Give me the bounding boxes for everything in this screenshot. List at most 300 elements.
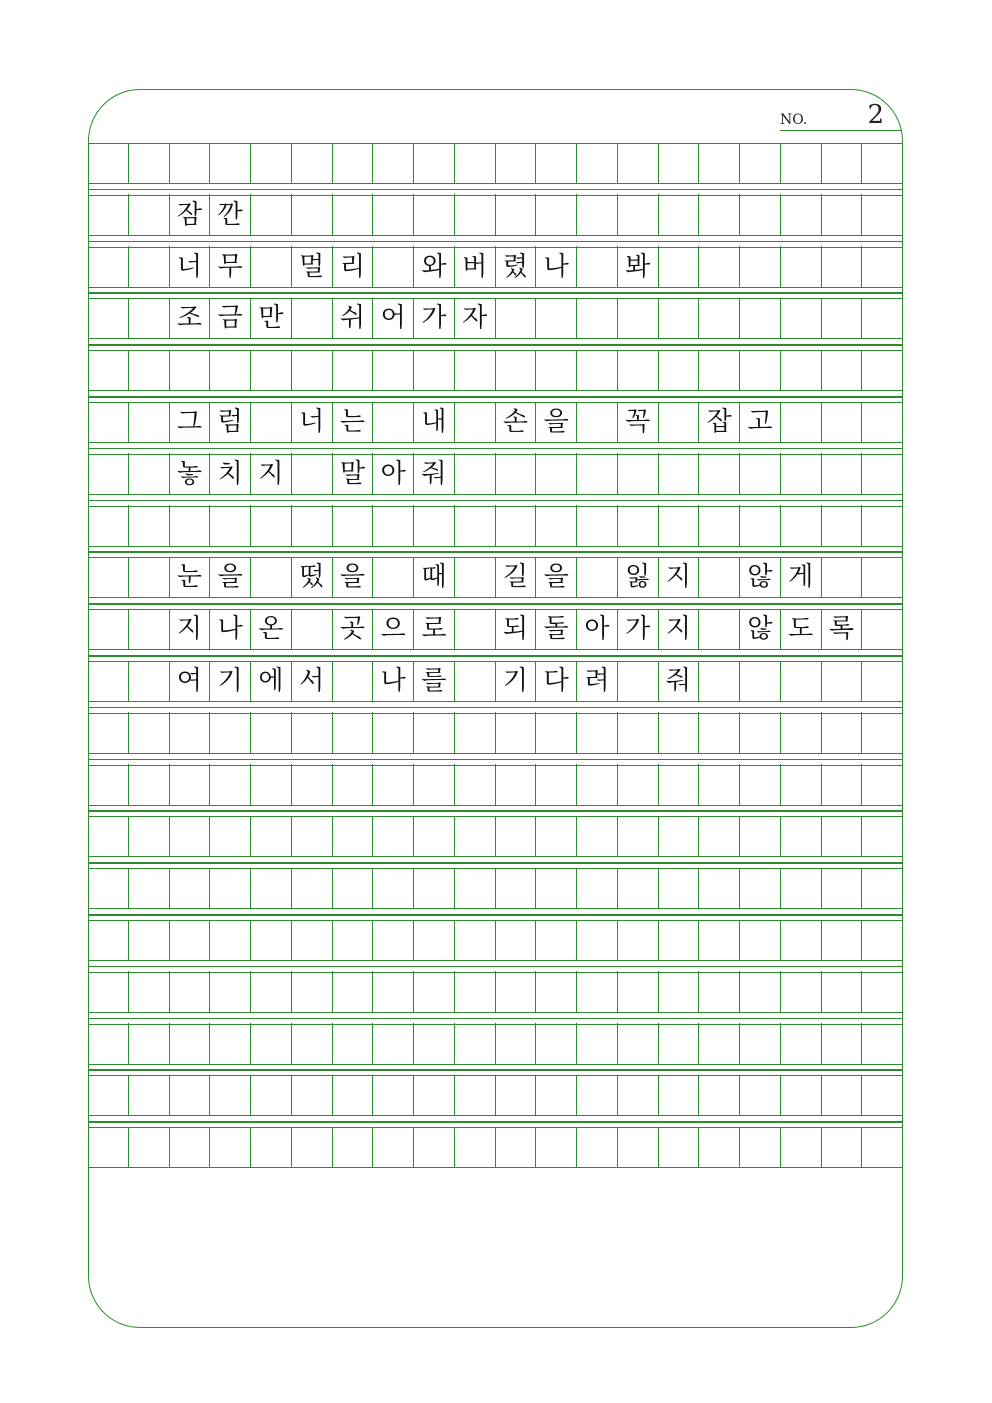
manuscript-cell — [88, 453, 129, 494]
manuscript-cell — [740, 920, 781, 961]
manuscript-cell — [659, 402, 700, 443]
manuscript-cell — [862, 298, 903, 339]
manuscript-cell — [129, 557, 170, 598]
manuscript-cell — [740, 453, 781, 494]
manuscript-cell — [333, 1023, 374, 1064]
manuscript-cell — [455, 505, 496, 546]
manuscript-cell — [781, 453, 822, 494]
manuscript-cell — [373, 764, 414, 805]
manuscript-cell — [659, 816, 700, 857]
manuscript-cell — [618, 143, 659, 184]
manuscript-cell — [699, 1127, 740, 1168]
manuscript-cell: 않 — [740, 609, 781, 650]
manuscript-cell: 기 — [210, 661, 251, 702]
manuscript-cell — [699, 246, 740, 287]
manuscript-cell — [251, 505, 292, 546]
manuscript-cell — [373, 1127, 414, 1168]
manuscript-cell: 그 — [170, 402, 211, 443]
manuscript-cell — [129, 246, 170, 287]
manuscript-cell — [496, 1023, 537, 1064]
manuscript-cell — [170, 350, 211, 391]
manuscript-cell — [618, 1023, 659, 1064]
manuscript-cell — [455, 920, 496, 961]
manuscript-cell — [251, 816, 292, 857]
manuscript-cell — [251, 557, 292, 598]
manuscript-cell — [88, 1127, 129, 1168]
manuscript-cell — [822, 246, 863, 287]
manuscript-cell — [251, 246, 292, 287]
manuscript-cell — [699, 920, 740, 961]
manuscript-cell — [699, 868, 740, 909]
manuscript-cell — [496, 764, 537, 805]
manuscript-cell — [496, 712, 537, 753]
manuscript-row — [88, 1024, 903, 1065]
manuscript-cell — [129, 1023, 170, 1064]
manuscript-cell: 는 — [333, 402, 374, 443]
row-gap-line — [88, 448, 903, 450]
manuscript-cell — [618, 453, 659, 494]
manuscript-cell — [536, 143, 577, 184]
manuscript-cell — [251, 194, 292, 235]
row-gap-line — [88, 655, 903, 657]
manuscript-cell — [781, 246, 822, 287]
manuscript-cell — [618, 505, 659, 546]
manuscript-cell — [496, 816, 537, 857]
manuscript-cell — [129, 298, 170, 339]
manuscript-cell: 나 — [536, 246, 577, 287]
manuscript-cell — [659, 1023, 700, 1064]
manuscript-cell — [455, 402, 496, 443]
manuscript-cell — [862, 816, 903, 857]
manuscript-cell: 꼭 — [618, 402, 659, 443]
manuscript-cell — [822, 453, 863, 494]
manuscript-cell — [822, 712, 863, 753]
manuscript-cell: 말 — [333, 453, 374, 494]
manuscript-cell: 잠 — [170, 194, 211, 235]
manuscript-cell — [862, 971, 903, 1012]
manuscript-cell — [781, 1127, 822, 1168]
row-gap-line — [88, 500, 903, 502]
manuscript-cell — [862, 557, 903, 598]
manuscript-row — [88, 454, 903, 495]
manuscript-cell — [536, 1075, 577, 1116]
manuscript-cell — [822, 920, 863, 961]
manuscript-cell — [740, 246, 781, 287]
manuscript-cell — [170, 764, 211, 805]
manuscript-cell — [455, 1127, 496, 1168]
page-number-value: 2 — [867, 100, 884, 130]
manuscript-cell — [88, 868, 129, 909]
manuscript-cell — [333, 350, 374, 391]
manuscript-cell: 무 — [210, 246, 251, 287]
manuscript-cell: 기 — [496, 661, 537, 702]
manuscript-cell — [496, 350, 537, 391]
manuscript-cell — [781, 920, 822, 961]
manuscript-cell — [292, 1075, 333, 1116]
manuscript-cell: 아 — [577, 609, 618, 650]
manuscript-cell — [536, 712, 577, 753]
manuscript-cell — [129, 453, 170, 494]
manuscript-cell: 로 — [414, 609, 455, 650]
manuscript-cell — [822, 402, 863, 443]
manuscript-cell — [170, 1023, 211, 1064]
manuscript-cell: 을 — [536, 402, 577, 443]
manuscript-cell — [740, 661, 781, 702]
manuscript-cell — [740, 194, 781, 235]
manuscript-cell: 곳 — [333, 609, 374, 650]
manuscript-row — [88, 1127, 903, 1168]
manuscript-cell — [536, 453, 577, 494]
manuscript-cell: 만 — [251, 298, 292, 339]
manuscript-cell: 멀 — [292, 246, 333, 287]
manuscript-cell — [455, 816, 496, 857]
manuscript-cell — [455, 350, 496, 391]
manuscript-cell — [740, 143, 781, 184]
manuscript-cell — [862, 764, 903, 805]
manuscript-cell: 금 — [210, 298, 251, 339]
manuscript-cell: 와 — [414, 246, 455, 287]
manuscript-cell — [618, 1127, 659, 1168]
manuscript-cell — [129, 712, 170, 753]
manuscript-cell — [88, 194, 129, 235]
manuscript-cell — [170, 505, 211, 546]
manuscript-cell — [170, 712, 211, 753]
manuscript-row — [88, 506, 903, 547]
manuscript-cell — [210, 1075, 251, 1116]
manuscript-cell: 내 — [414, 402, 455, 443]
manuscript-cell — [740, 764, 781, 805]
manuscript-cell — [822, 816, 863, 857]
manuscript-cell — [822, 298, 863, 339]
manuscript-cell — [455, 557, 496, 598]
manuscript-cell — [455, 712, 496, 753]
manuscript-cell: 나 — [373, 661, 414, 702]
manuscript-cell: 줘 — [414, 453, 455, 494]
manuscript-cell — [455, 764, 496, 805]
manuscript-cell — [699, 971, 740, 1012]
manuscript-cell — [536, 350, 577, 391]
manuscript-cell — [251, 350, 292, 391]
manuscript-cell — [740, 816, 781, 857]
manuscript-cell — [822, 143, 863, 184]
manuscript-cell: 버 — [455, 246, 496, 287]
manuscript-cell — [862, 1075, 903, 1116]
manuscript-cell — [577, 764, 618, 805]
manuscript-cell — [333, 868, 374, 909]
manuscript-cell — [210, 971, 251, 1012]
manuscript-cell — [618, 868, 659, 909]
manuscript-cell: 지 — [251, 453, 292, 494]
manuscript-cell — [373, 868, 414, 909]
manuscript-cell: 을 — [536, 557, 577, 598]
manuscript-cell — [618, 920, 659, 961]
manuscript-cell — [292, 505, 333, 546]
manuscript-cell — [822, 661, 863, 702]
manuscript-cell — [577, 712, 618, 753]
manuscript-cell — [577, 350, 618, 391]
manuscript-cell — [659, 971, 700, 1012]
manuscript-row — [88, 765, 903, 806]
manuscript-cell — [414, 764, 455, 805]
manuscript-cell: 쉬 — [333, 298, 374, 339]
manuscript-row — [88, 920, 903, 961]
manuscript-cell — [699, 1023, 740, 1064]
manuscript-cell — [333, 143, 374, 184]
manuscript-cell — [659, 920, 700, 961]
manuscript-cell — [292, 1127, 333, 1168]
manuscript-cell — [129, 194, 170, 235]
manuscript-cell — [373, 1023, 414, 1064]
manuscript-row — [88, 298, 903, 339]
manuscript-cell — [88, 816, 129, 857]
manuscript-cell — [822, 194, 863, 235]
manuscript-cell — [699, 712, 740, 753]
manuscript-cell — [251, 1075, 292, 1116]
manuscript-cell — [577, 298, 618, 339]
manuscript-cell — [496, 194, 537, 235]
manuscript-cell: 을 — [210, 557, 251, 598]
manuscript-cell: 때 — [414, 557, 455, 598]
manuscript-cell — [414, 1127, 455, 1168]
manuscript-cell — [170, 920, 211, 961]
manuscript-row — [88, 1075, 903, 1116]
manuscript-cell — [170, 816, 211, 857]
manuscript-cell — [88, 1075, 129, 1116]
manuscript-cell: 지 — [170, 609, 211, 650]
manuscript-cell — [88, 1023, 129, 1064]
manuscript-cell — [577, 402, 618, 443]
manuscript-cell — [536, 764, 577, 805]
manuscript-row — [88, 972, 903, 1013]
manuscript-cell — [333, 505, 374, 546]
row-gap-line — [88, 551, 903, 553]
manuscript-cell — [699, 298, 740, 339]
manuscript-cell — [414, 1023, 455, 1064]
manuscript-row — [88, 609, 903, 650]
manuscript-cell — [781, 1075, 822, 1116]
manuscript-cell — [862, 143, 903, 184]
manuscript-cell — [781, 868, 822, 909]
manuscript-cell — [292, 712, 333, 753]
manuscript-cell — [414, 920, 455, 961]
manuscript-cell — [822, 1023, 863, 1064]
manuscript-cell — [862, 402, 903, 443]
manuscript-cell — [781, 143, 822, 184]
manuscript-cell — [129, 350, 170, 391]
manuscript-cell: 돌 — [536, 609, 577, 650]
manuscript-cell — [210, 505, 251, 546]
manuscript-cell: 도 — [781, 609, 822, 650]
manuscript-cell — [129, 402, 170, 443]
manuscript-cell — [577, 920, 618, 961]
manuscript-cell — [536, 920, 577, 961]
manuscript-cell — [781, 764, 822, 805]
manuscript-cell — [88, 402, 129, 443]
manuscript-cell — [618, 298, 659, 339]
manuscript-cell — [659, 194, 700, 235]
manuscript-cell — [740, 868, 781, 909]
row-gap-line — [88, 396, 903, 398]
manuscript-cell — [659, 868, 700, 909]
manuscript-cell — [496, 1127, 537, 1168]
manuscript-cell — [333, 194, 374, 235]
manuscript-cell — [414, 350, 455, 391]
row-gap-line — [88, 603, 903, 605]
manuscript-cell — [373, 971, 414, 1012]
manuscript-cell — [292, 1023, 333, 1064]
manuscript-cell: 나 — [210, 609, 251, 650]
manuscript-cell: 을 — [333, 557, 374, 598]
manuscript-cell — [373, 505, 414, 546]
manuscript-cell — [129, 764, 170, 805]
manuscript-cell — [822, 1075, 863, 1116]
manuscript-cell — [659, 1127, 700, 1168]
manuscript-cell — [577, 1075, 618, 1116]
manuscript-cell — [455, 453, 496, 494]
manuscript-cell — [333, 920, 374, 961]
manuscript-cell — [496, 453, 537, 494]
manuscript-cell — [496, 298, 537, 339]
manuscript-cell — [781, 971, 822, 1012]
manuscript-cell — [496, 868, 537, 909]
manuscript-cell — [210, 764, 251, 805]
manuscript-cell — [373, 712, 414, 753]
manuscript-cell — [414, 143, 455, 184]
manuscript-cell — [88, 557, 129, 598]
manuscript-cell — [618, 661, 659, 702]
manuscript-cell — [577, 505, 618, 546]
row-gap-line — [88, 241, 903, 243]
manuscript-cell — [822, 505, 863, 546]
manuscript-cell — [862, 453, 903, 494]
manuscript-cell — [251, 143, 292, 184]
manuscript-cell: 봐 — [618, 246, 659, 287]
manuscript-cell — [862, 609, 903, 650]
manuscript-cell — [740, 1127, 781, 1168]
manuscript-cell — [251, 920, 292, 961]
row-gap-line — [88, 810, 903, 812]
manuscript-row — [88, 402, 903, 443]
manuscript-cell: 려 — [577, 661, 618, 702]
manuscript-cell — [659, 505, 700, 546]
manuscript-cell — [862, 712, 903, 753]
manuscript-cell — [455, 143, 496, 184]
manuscript-cell — [88, 350, 129, 391]
manuscript-cell — [496, 505, 537, 546]
manuscript-cell — [781, 712, 822, 753]
manuscript-cell — [455, 868, 496, 909]
manuscript-cell — [129, 1075, 170, 1116]
manuscript-cell — [251, 402, 292, 443]
manuscript-cell — [822, 868, 863, 909]
manuscript-cell: 지 — [659, 609, 700, 650]
manuscript-cell: 자 — [455, 298, 496, 339]
manuscript-cell — [577, 557, 618, 598]
manuscript-cell — [659, 1075, 700, 1116]
manuscript-cell: 가 — [414, 298, 455, 339]
manuscript-cell — [659, 350, 700, 391]
manuscript-cell — [740, 298, 781, 339]
manuscript-cell: 에 — [251, 661, 292, 702]
row-gap-line — [88, 189, 903, 191]
manuscript-cell — [781, 661, 822, 702]
manuscript-cell — [862, 868, 903, 909]
manuscript-cell — [129, 816, 170, 857]
manuscript-cell — [251, 1023, 292, 1064]
manuscript-cell — [373, 920, 414, 961]
manuscript-cell — [822, 971, 863, 1012]
manuscript-cell: 으 — [373, 609, 414, 650]
manuscript-cell — [292, 143, 333, 184]
manuscript-cell: 어 — [373, 298, 414, 339]
manuscript-cell — [333, 764, 374, 805]
manuscript-cell — [577, 1127, 618, 1168]
manuscript-cell — [699, 661, 740, 702]
manuscript-cell — [577, 143, 618, 184]
manuscript-cell — [659, 298, 700, 339]
manuscript-row — [88, 868, 903, 909]
manuscript-cell — [699, 143, 740, 184]
manuscript-cell — [822, 350, 863, 391]
manuscript-cell — [577, 816, 618, 857]
row-gap-line — [88, 1121, 903, 1123]
manuscript-row — [88, 195, 903, 236]
manuscript-cell — [414, 971, 455, 1012]
manuscript-cell: 떴 — [292, 557, 333, 598]
manuscript-cell — [414, 505, 455, 546]
manuscript-cell: 온 — [251, 609, 292, 650]
manuscript-cell: 아 — [373, 453, 414, 494]
manuscript-cell — [781, 350, 822, 391]
manuscript-cell: 여 — [170, 661, 211, 702]
row-gap-line — [88, 292, 903, 294]
manuscript-cell — [455, 1023, 496, 1064]
manuscript-cell — [251, 712, 292, 753]
manuscript-cell — [577, 1023, 618, 1064]
manuscript-cell — [659, 712, 700, 753]
manuscript-cell — [210, 1023, 251, 1064]
row-gap-line — [88, 344, 903, 346]
manuscript-cell — [781, 1023, 822, 1064]
manuscript-cell — [414, 712, 455, 753]
manuscript-cell — [659, 143, 700, 184]
manuscript-cell — [88, 661, 129, 702]
manuscript-cell — [822, 1127, 863, 1168]
manuscript-cell — [210, 712, 251, 753]
manuscript-cell — [292, 764, 333, 805]
manuscript-cell: 깐 — [210, 194, 251, 235]
manuscript-cell — [862, 350, 903, 391]
manuscript-cell — [496, 1075, 537, 1116]
manuscript-cell — [455, 609, 496, 650]
manuscript-cell — [577, 971, 618, 1012]
manuscript-cell — [292, 816, 333, 857]
manuscript-cell: 록 — [822, 609, 863, 650]
manuscript-cell: 않 — [740, 557, 781, 598]
manuscript-cell — [129, 661, 170, 702]
manuscript-cell — [170, 868, 211, 909]
manuscript-row — [88, 816, 903, 857]
manuscript-cell — [862, 194, 903, 235]
row-gap-line — [88, 1069, 903, 1071]
manuscript-cell — [333, 971, 374, 1012]
manuscript-cell: 놓 — [170, 453, 211, 494]
manuscript-cell — [781, 298, 822, 339]
manuscript-cell — [333, 661, 374, 702]
manuscript-row — [88, 247, 903, 288]
manuscript-cell — [88, 505, 129, 546]
manuscript-cell — [577, 194, 618, 235]
